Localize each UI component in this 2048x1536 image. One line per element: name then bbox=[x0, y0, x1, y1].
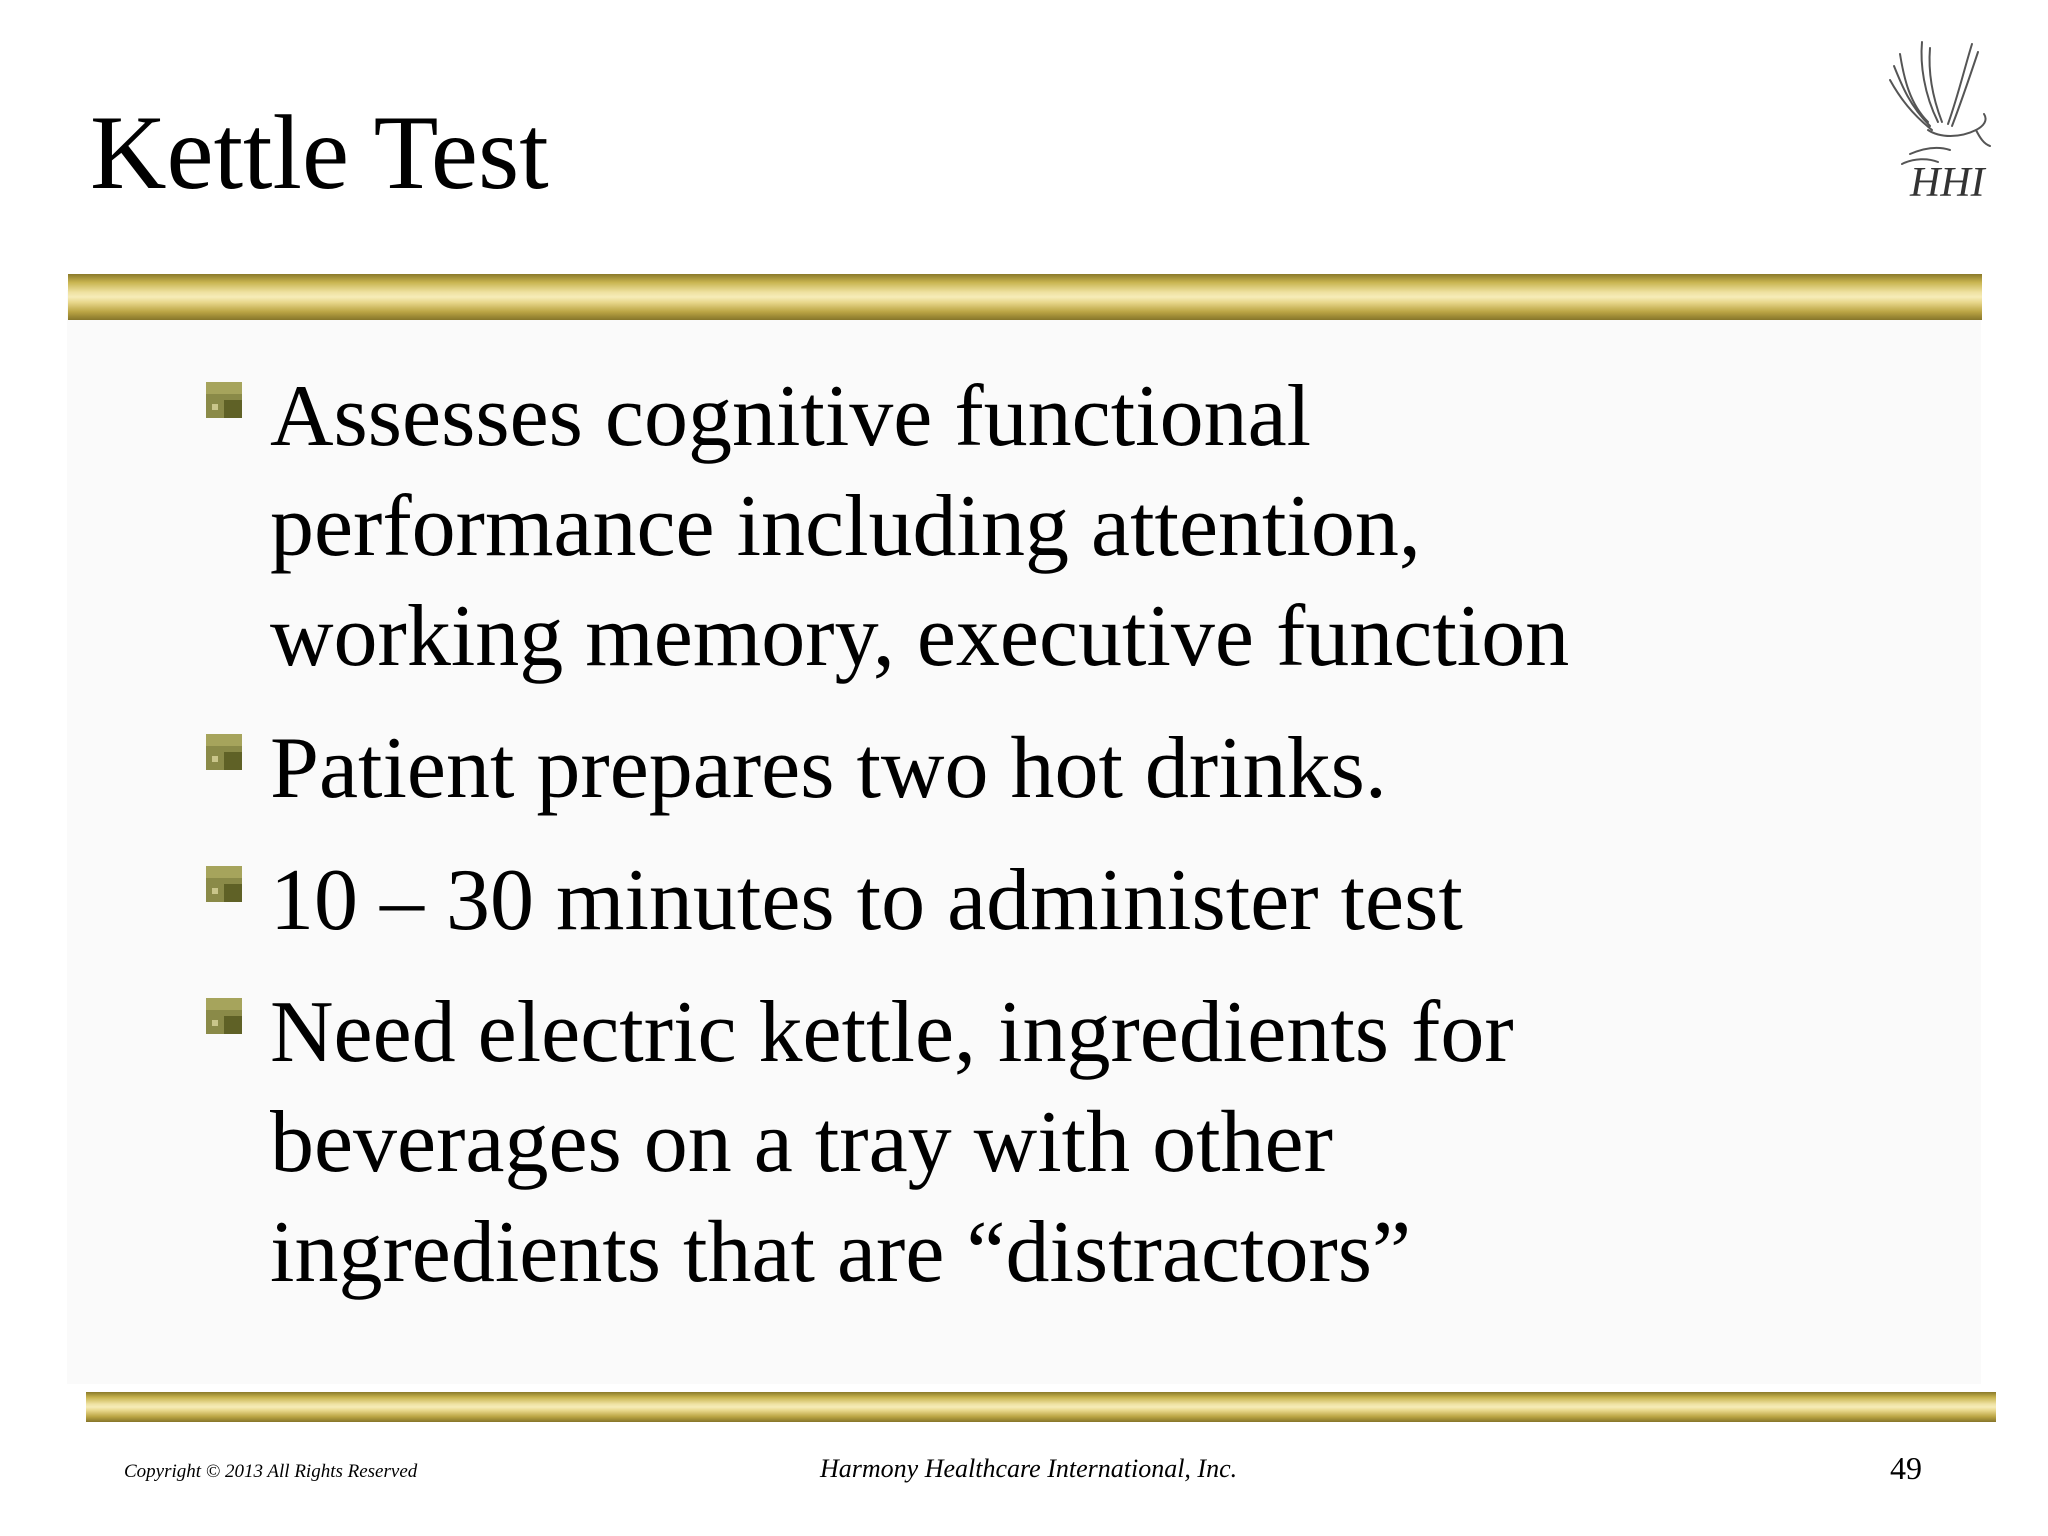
bullet-line: beverages on a tray with other bbox=[270, 1094, 1333, 1191]
page-number: 49 bbox=[1890, 1450, 1922, 1486]
bullet-item bbox=[204, 714, 1944, 824]
slide-title: Kettle Test bbox=[90, 94, 549, 211]
footer-gold-rule bbox=[86, 1392, 1996, 1422]
square-bullet-icon bbox=[204, 996, 244, 1036]
bullet-line: working memory, executive function bbox=[270, 588, 1570, 685]
bullet-item bbox=[204, 362, 1944, 692]
square-bullet-icon bbox=[204, 864, 244, 904]
bullet-item bbox=[204, 846, 1944, 956]
footer-copyright: Copyright © 2013 All Rights Reserved bbox=[124, 1461, 418, 1482]
bullet-line: Assesses cognitive functional bbox=[270, 368, 1312, 465]
footer-company: Harmony Healthcare International, Inc. bbox=[820, 1454, 1238, 1483]
bullet-line: Need electric kettle, ingredients for bbox=[270, 984, 1514, 1081]
dove-icon bbox=[1880, 34, 2000, 204]
square-bullet-icon bbox=[204, 380, 244, 420]
bullet-line: Patient prepares two hot drinks. bbox=[270, 720, 1387, 817]
bullet-list bbox=[204, 362, 1944, 1330]
bullet-line: performance including attention, bbox=[270, 478, 1421, 575]
square-bullet-icon bbox=[204, 732, 244, 772]
bullet-line: ingredients that are “distractors” bbox=[270, 1204, 1412, 1301]
hhi-logo bbox=[1880, 34, 2000, 204]
logo-text: HHI bbox=[1910, 160, 1985, 204]
bullet-line: 10 – 30 minutes to administer test bbox=[270, 852, 1463, 949]
header-gold-rule bbox=[68, 274, 1982, 320]
bullet-item bbox=[204, 978, 1944, 1308]
